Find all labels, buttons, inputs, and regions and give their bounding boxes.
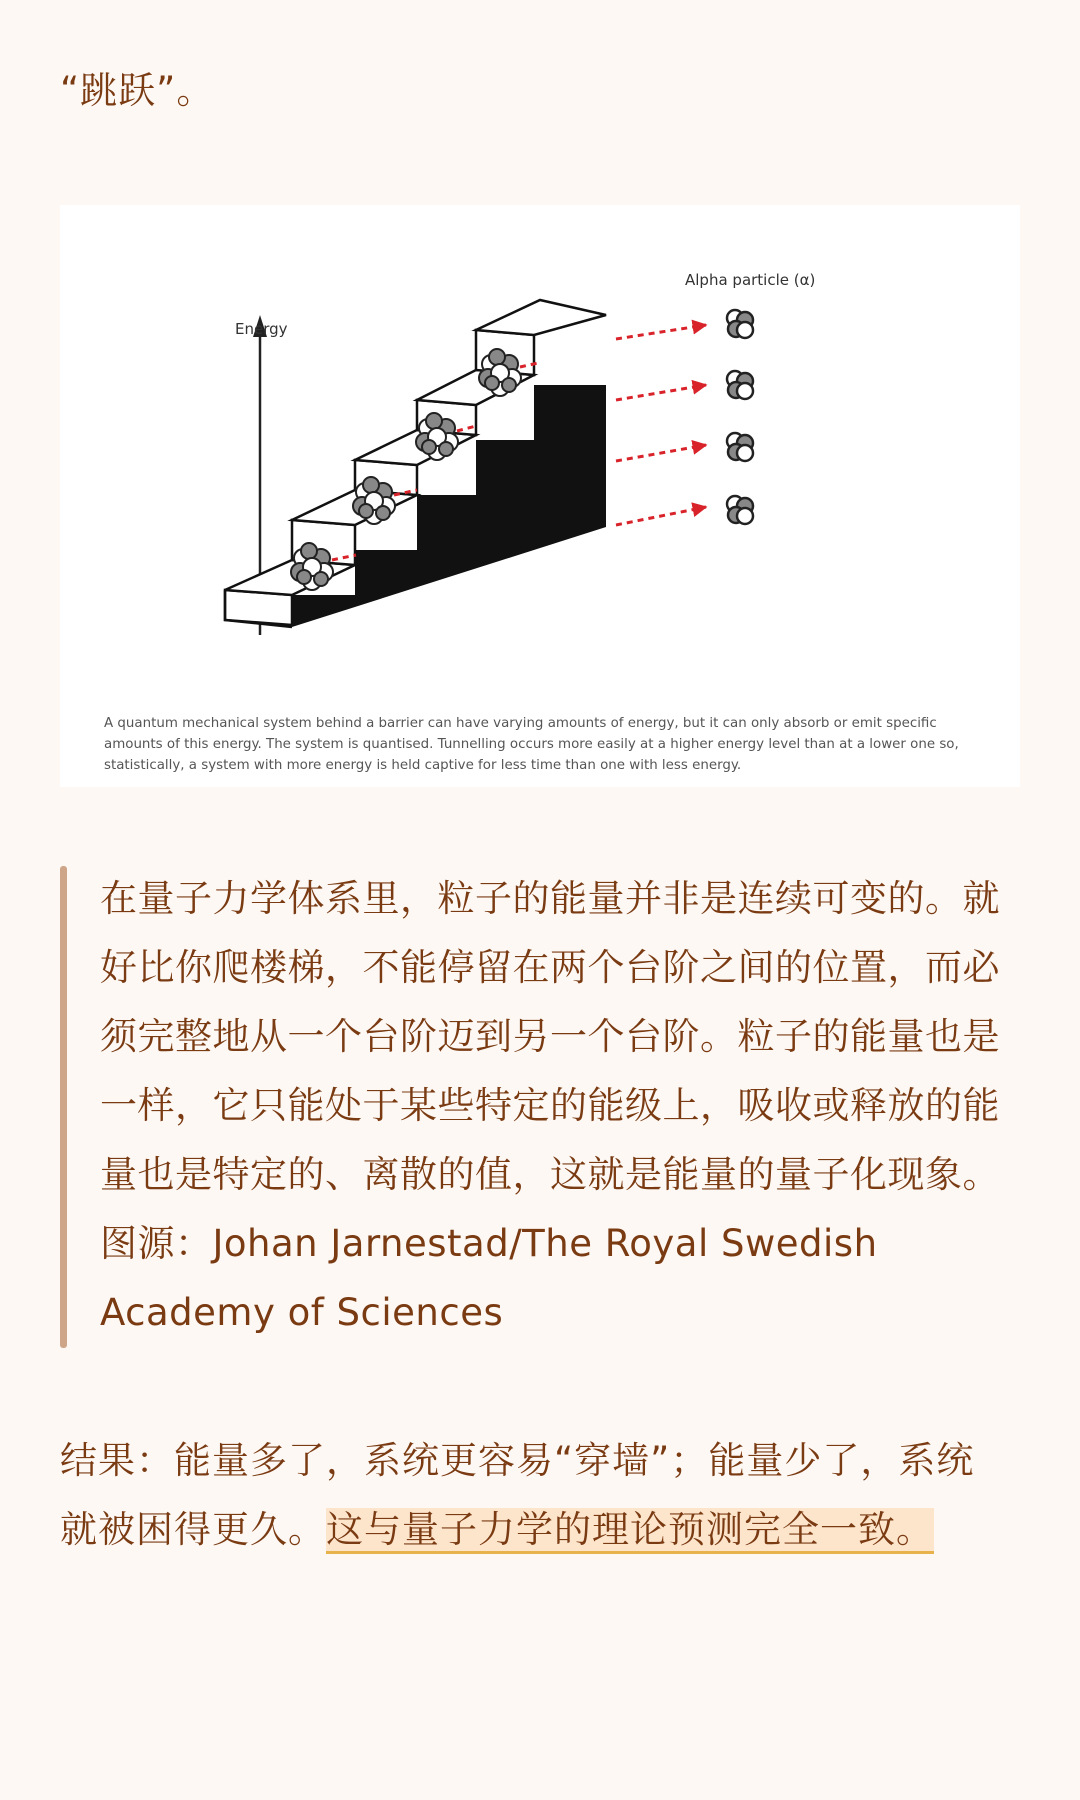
quantum-staircase-figure <box>60 205 1020 787</box>
staircase-diagram <box>60 205 1020 787</box>
quote-bar <box>60 866 67 1348</box>
quote-text: 在量子力学体系里，粒子的能量并非是连续可变的。就好比你爬楼梯，不能停留在两个台阶之间的位置，而必须完整地从一个台阶迈到另一个台阶。粒子的能量也是一样，它只能处于某些特定的能级上，吸收或释放的能量也是特定的、离散的值，这就是能量的量子化现象。图源：Johan Jarnestad/The Royal Swedish Academy of Sciences <box>100 877 1000 1334</box>
alpha-particle-4 <box>727 496 753 524</box>
intro-paragraph: “跳跃”。 <box>60 69 215 112</box>
alpha-particle-2 <box>727 371 753 399</box>
alpha-particle-label: Alpha particle (α) <box>685 271 816 289</box>
figure-caption: A quantum mechanical system behind a barrier can have varying amounts of energy, but it can only absorb or emit specific amounts of this energy. The system is quantised. Tunnelling occurs more easily at a higher energy level than at a lower one so, statistically, a system with more energy is held captive for less time than one with less energy. <box>104 716 959 773</box>
result-text: 结果：能量多了，系统更容易“穿墙”；能量少了，系统就被困得更久。 <box>60 1439 975 1551</box>
alpha-particle-3 <box>727 433 753 461</box>
alpha-particle-1 <box>727 310 753 338</box>
highlighted-text: 这与量子力学的理论预测完全一致。 <box>326 1508 934 1554</box>
blockquote <box>60 864 1020 1350</box>
result-paragraph <box>60 1426 1000 1564</box>
energy-label: Energy <box>235 320 288 338</box>
